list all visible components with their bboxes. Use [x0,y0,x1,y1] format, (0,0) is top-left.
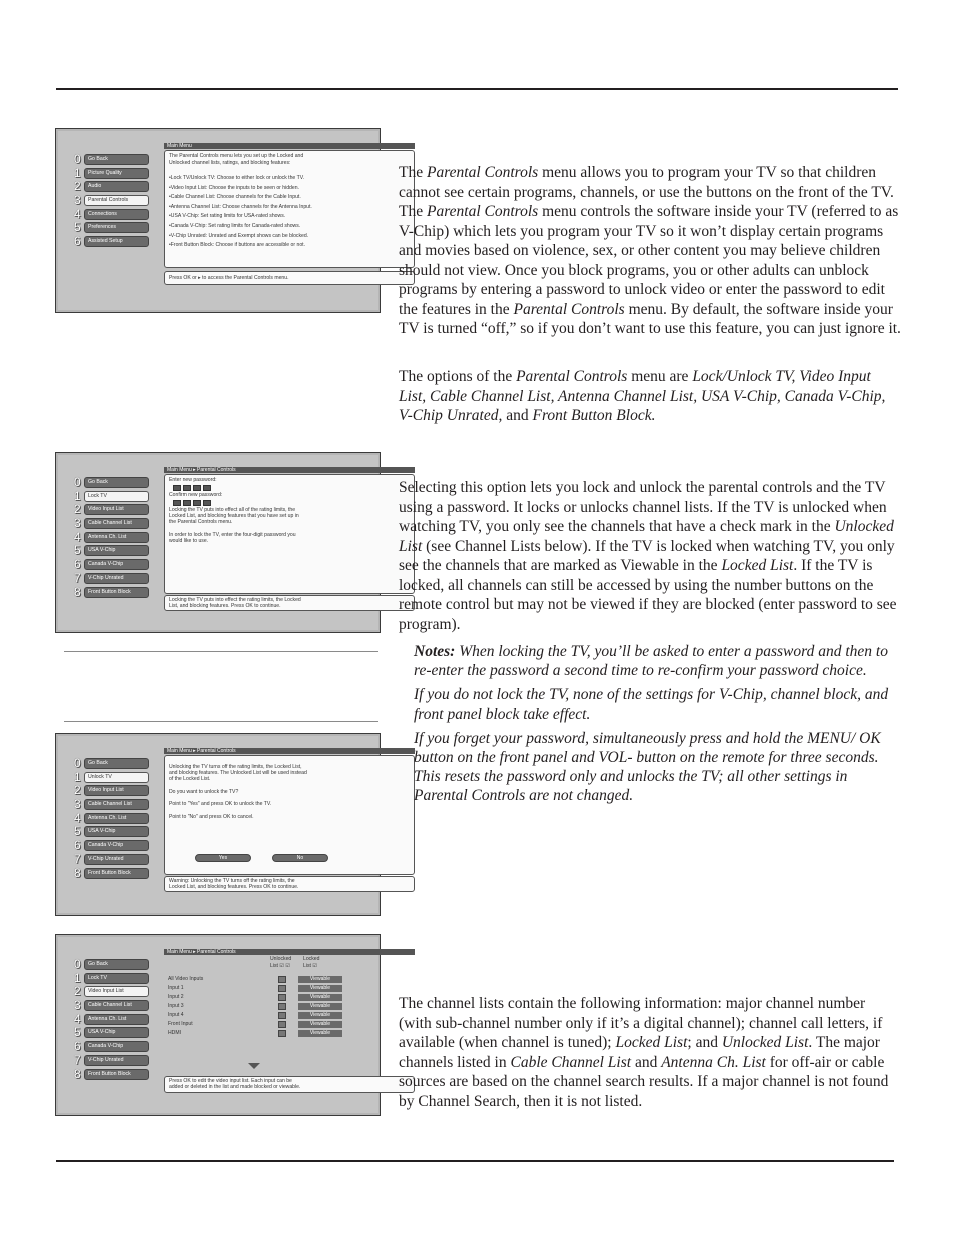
menu-item-label[interactable]: Go Back [84,154,149,165]
menu-item-number: 0 [74,756,81,770]
menu-item-number: 2 [74,179,81,194]
viewable-badge[interactable]: Viewable [298,1012,342,1019]
unlocked-checkbox[interactable] [278,1012,286,1019]
text-line: the Parental Controls menu. [169,519,233,526]
menu-description-panel [164,150,415,268]
video-input-row[interactable] [168,1011,368,1020]
viewable-badge[interactable]: Viewable [298,994,342,1001]
unlocked-column-header: Unlocked List ☑ ☑ [270,956,292,969]
menu-item[interactable] [74,476,149,490]
description-line: •V-Chip Unrated: Unrated and Exempt shows can be blocked. [169,232,309,239]
menu-breadcrumb: Main Menu ▸ Parental Controls [164,748,415,754]
menu-item[interactable] [74,1054,149,1068]
menu-item[interactable] [74,544,149,558]
menu-item-label[interactable]: Front Button Block [84,1069,149,1080]
menu-item[interactable] [74,784,149,798]
menu-item-number: 8 [74,865,81,880]
menu-item-label[interactable]: Parental Controls [84,195,149,206]
menu-item-number: 1 [74,769,81,784]
video-input-row[interactable] [168,984,368,993]
menu-item-label[interactable]: Antenna Ch. List [84,1014,149,1025]
unlocked-checkbox[interactable] [278,1030,286,1037]
menu-item-number: 5 [74,220,81,235]
confirm-password-field[interactable] [173,500,410,506]
menu-item[interactable] [74,167,149,181]
menu-item-number: 0 [74,957,81,971]
video-input-name: Input 4 [168,1012,184,1018]
menu-item-number: 3 [74,193,81,208]
menu-help-text [164,595,415,611]
main-menu-screenshot [55,128,381,313]
menu-item-number: 4 [74,206,81,221]
menu-item[interactable] [74,825,149,839]
viewable-badge[interactable]: Viewable [298,1003,342,1010]
menu-item-label[interactable]: V-Chip Unrated [84,573,149,584]
menu-item-label[interactable]: Unlock TV [84,772,149,783]
menu-item[interactable] [74,153,149,167]
menu-item-number: 3 [74,797,81,812]
divider-rule [64,721,378,722]
lock-tv-description [169,507,410,544]
menu-item-number: 7 [74,570,81,585]
menu-item-number: 0 [74,475,81,489]
menu-item-label[interactable]: Antenna Ch. List [84,532,149,543]
video-input-name: Input 3 [168,1003,184,1009]
lock-tv-paragraph: Selecting this option lets you lock and unlock the parental controls and the TV using a password. It locks or unlocks channel lists. If the TV is unlocked when watching TV, you only see the channels that have a check mark in the Unlocked List (see Channel Lists below). If the TV is locked when watching TV, you only see the channels that are marked as Viewable in the Locked List. If the TV is locked, all channels can still be accessed by using the number buttons on the remote control but may not be viewed if they are blocked (enter password to see program). [399,479,897,633]
menu-item-number: 2 [74,984,81,999]
viewable-badge[interactable]: Viewable [298,1021,342,1028]
text-line: Warning: Unlocking the TV turns off the rating limits, the [169,878,295,884]
menu-item[interactable] [74,517,149,531]
description-line: •Antenna Channel List: Choose channels for the Antenna Input. [169,203,312,210]
menu-item-number: 6 [74,557,81,572]
unlock-tv-panel [164,755,415,875]
menu-help-text [164,1076,415,1093]
menu-item-label[interactable]: Antenna Ch. List [84,813,149,824]
menu-item[interactable] [74,1026,149,1040]
menu-item-label[interactable]: Canada V-Chip [84,840,149,851]
menu-item[interactable] [74,985,149,999]
menu-item[interactable] [74,221,149,235]
menu-item-label[interactable]: Assisted Setup [84,236,149,247]
menu-item[interactable] [74,490,149,504]
parental-menu-list [74,476,149,599]
menu-item-number: 1 [74,970,81,985]
text-line: Press OK to edit the video input list. Each input can be [169,1078,292,1084]
menu-item-label[interactable]: Audio [84,181,149,192]
text-line: added or deleted in the list and made blocked or viewable. [169,1084,301,1091]
menu-item[interactable] [74,839,149,853]
menu-item[interactable] [74,586,149,600]
yes-button[interactable]: Yes [195,854,251,862]
divider-rule [64,651,378,652]
video-input-row[interactable] [168,1002,368,1011]
menu-item-number: 6 [74,1039,81,1054]
menu-item-label[interactable]: Cable Channel List [84,799,149,810]
menu-item-number: 7 [74,1052,81,1067]
menu-item-number: 2 [74,783,81,798]
description-line [169,167,410,174]
notes-block [414,642,901,806]
video-input-name: Front Input [168,1021,193,1027]
text-line: List, and blocking features. Press OK to continue. [169,603,281,609]
text-line: Do you want to unlock the TV? [169,788,239,795]
lock-tv-panel: Enter new password: Confirm new password: Locking the TV puts into effect all of the rating limits, the Locked List, and blocking features that you have set up in the Parental Controls menu. In order to lock the TV, enter the four-digit password you would like to use. [164,474,415,594]
menu-item-number: 4 [74,810,81,825]
unlocked-checkbox[interactable] [278,985,286,992]
locked-column-header: Locked List ☑ [303,956,320,969]
text-line: would like to use. [169,538,209,544]
menu-item[interactable] [74,958,149,972]
menu-item-number: 7 [74,851,81,866]
text-line: of the Locked List. [169,776,211,783]
main-menu-list [74,153,149,249]
menu-item-label[interactable]: Connections [84,209,149,220]
menu-item-label[interactable]: Lock TV [84,973,149,984]
video-input-table [164,956,415,1074]
video-input-name: All Video Inputs [168,976,204,982]
menu-item-number: 3 [74,516,81,531]
menu-item[interactable] [74,853,149,867]
description-line: •Video Input List: Choose the inputs to be seen or hidden. [169,184,299,191]
scroll-down-icon[interactable] [248,1063,260,1069]
video-input-name: Input 2 [168,994,184,1000]
menu-item-label[interactable]: Video Input List [84,785,149,796]
menu-item-number: 5 [74,824,81,839]
menu-item-number: 3 [74,998,81,1013]
menu-item-label[interactable]: V-Chip Unrated [84,1055,149,1066]
description-line: •Front Button Block: Choose if buttons are accessible or not. [169,242,305,249]
bottom-rule [56,1160,894,1162]
menu-item[interactable] [74,1040,149,1054]
menu-help-text [164,876,415,892]
menu-item-label[interactable]: Picture Quality [84,168,149,179]
text-line: Point to "No" and press OK to cancel. [169,813,254,820]
text-line: Locking the TV puts into effect the rating limits, the Locked [169,597,301,603]
note-2: If you do not lock the TV, none of the settings for V-Chip, channel block, and front panel block take effect. [414,686,889,723]
menu-item-label[interactable]: Canada V-Chip [84,559,149,570]
text-line: Unlocking the TV turns off the rating limits, the Locked List, [169,764,302,770]
menu-help-text: Press OK or ▸ to access the Parental Controls menu. [164,271,415,285]
menu-item-label[interactable]: Cable Channel List [84,518,149,529]
menu-item-label[interactable]: Front Button Block [84,868,149,879]
description-line: •Canada V-Chip: Set rating limits for Canada-rated shows. [169,222,301,229]
text-line: Point to "Yes" and press OK to unlock the TV. [169,801,272,808]
menu-item-number: 4 [74,529,81,544]
menu-item[interactable] [74,1013,149,1027]
unlock-tv-screenshot [55,733,381,916]
menu-item-label[interactable]: Canada V-Chip [84,1041,149,1052]
menu-item-label[interactable]: Video Input List [84,986,149,997]
menu-item[interactable] [74,972,149,986]
menu-breadcrumb: Main Menu ▸ Parental Controls [164,949,415,955]
text-line: In order to lock the TV, enter the four-digit password you [169,531,296,538]
menu-item[interactable] [74,572,149,586]
unlocked-checkbox[interactable] [278,1021,286,1028]
menu-item[interactable] [74,558,149,572]
description-line: •USA V-Chip: Set rating limits for USA-rated shows. [169,213,286,220]
menu-item-label[interactable]: V-Chip Unrated [84,854,149,865]
options-paragraph: The options of the Parental Controls menu are Lock/Unlock TV, Video Input List, Cable Channel List, Antenna Channel List, USA V-Chip, Canada V-Chip, V-Chip Unrated, and Front Button Block. [399,368,886,424]
description-line: The Parental Controls menu lets you set up the Locked and [169,153,304,159]
unlocked-checkbox[interactable] [278,1003,286,1010]
menu-item-number: 8 [74,584,81,599]
parental-menu-list [74,958,149,1081]
text-line: Locking the TV puts into effect all of the rating limits, the [169,507,296,513]
video-input-name: Input 1 [168,985,184,991]
menu-item-label[interactable]: USA V-Chip [84,545,149,556]
video-input-row[interactable] [168,993,368,1002]
menu-item-number: 0 [74,152,81,166]
parental-menu-list [74,757,149,880]
new-password-field[interactable] [173,485,410,491]
video-input-name: HDMI [168,1030,182,1036]
unlocked-checkbox[interactable] [278,994,286,1001]
text-line: Locked List, and blocking features. Press OK to continue. [169,884,299,890]
menu-item[interactable] [74,867,149,881]
menu-item-label[interactable]: Video Input List [84,504,149,515]
menu-breadcrumb: Main Menu [164,143,415,149]
menu-item[interactable] [74,1068,149,1082]
menu-item-label[interactable]: Go Back [84,477,149,488]
menu-item[interactable] [74,194,149,208]
menu-breadcrumb: Main Menu ▸ Parental Controls [164,467,415,473]
menu-item[interactable] [74,531,149,545]
menu-item[interactable] [74,771,149,785]
menu-item-label[interactable]: Preferences [84,222,149,233]
menu-item-label[interactable]: Cable Channel List [84,1000,149,1011]
description-line: •Lock TV/Unlock TV: Choose to either lock or unlock the TV. [169,175,305,181]
text-line: Locked List, and blocking features that you have set up in [169,513,299,520]
menu-item-number: 6 [74,234,81,249]
description-line: Unlocked channel lists, ratings, and blocking features: [169,160,291,166]
menu-item[interactable] [74,999,149,1013]
note-1: Notes: When locking the TV, you’ll be asked to enter a password and then to re-enter the password a second time to re-confirm your password choice. [414,643,888,680]
menu-item-number: 5 [74,543,81,558]
menu-item[interactable] [74,812,149,826]
menu-item[interactable] [74,208,149,222]
top-rule [56,88,898,90]
channel-lists-paragraph: The channel lists contain the following information: major channel number (with sub-channel number only if it’s a digital channel); channel call letters, if available (when channel is tuned); Locked List; and Unlocked List. The major channels listed in Cable Channel List and Antenna Ch. List for off-air or cable sources are based on the channel search results. If a major channel is not found by Channel Search, then it is not listed. [399,995,889,1110]
menu-item-number: 1 [74,488,81,503]
lock-tv-screenshot [55,452,381,633]
menu-item[interactable] [74,180,149,194]
menu-item-number: 5 [74,1025,81,1040]
menu-item-number: 8 [74,1066,81,1081]
menu-item-label[interactable]: Lock TV [84,491,149,502]
unlock-tv-description [169,764,410,820]
video-input-row[interactable] [168,1029,368,1038]
menu-item[interactable] [74,235,149,249]
menu-item[interactable] [74,503,149,517]
menu-item-label[interactable]: USA V-Chip [84,826,149,837]
menu-item-number: 4 [74,1011,81,1026]
menu-item-number: 6 [74,838,81,853]
menu-item-label[interactable]: USA V-Chip [84,1027,149,1038]
viewable-badge[interactable]: Viewable [298,976,342,983]
menu-item-number: 1 [74,165,81,180]
video-input-row[interactable] [168,975,368,984]
note-3: If you forget your password, simultaneously press and hold the MENU/ OK button on the front panel and VOL- button on the remote for three seconds. This resets the password only and unlocks the TV; all other settings in Parental Controls are not changed. [414,729,881,805]
text-line: and blocking features. The Unlocked List will be used instead [169,770,307,777]
unlocked-checkbox[interactable] [278,976,286,983]
menu-item-label[interactable]: Go Back [84,959,149,970]
menu-item-label[interactable]: Front Button Block [84,587,149,598]
video-input-list-screenshot [55,934,381,1116]
intro-paragraph: The Parental Controls menu allows you to program your TV so that children cannot see certain programs, channels, or use the buttons on the front of the TV. The Parental Controls menu controls the software inside your TV (referred to as V-Chip) which lets you program your TV so it won’t display certain programs and movies based on violence, sex, or other content you may believe children should not view. Once you block programs, you or other adults can unblock programs by entering a password to unlock video or enter the password to edit the features in the Parental Controls menu. By default, the software inside your TV is turned “off,” so if you don’t want to use this feature, you can just ignore it. [399,164,901,337]
menu-item[interactable] [74,757,149,771]
description-line: •Cable Channel List: Choose channels for the Cable Input. [169,194,301,201]
menu-item-label[interactable]: Go Back [84,758,149,769]
no-button[interactable]: No [272,854,328,862]
video-input-row[interactable] [168,1020,368,1029]
menu-item[interactable] [74,798,149,812]
viewable-badge[interactable]: Viewable [298,1030,342,1037]
viewable-badge[interactable]: Viewable [298,985,342,992]
menu-item-number: 2 [74,502,81,517]
